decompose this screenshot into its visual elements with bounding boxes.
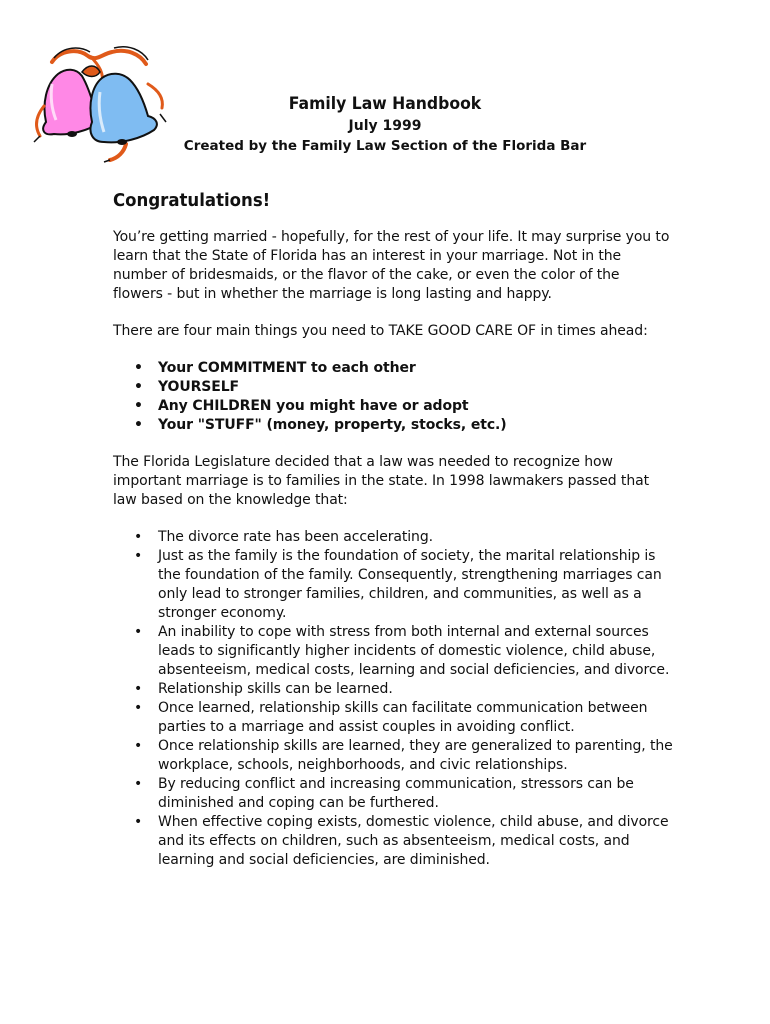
care-list-item: • Your "STUFF" (money, property, stocks, etc.) <box>158 416 673 435</box>
care-intro-paragraph: There are four main things you need to TAKE GOOD CARE OF in times ahead: <box>113 323 648 339</box>
care-list-item: • Your COMMITMENT to each other <box>158 359 673 378</box>
section-heading: Congratulations! <box>113 190 271 211</box>
care-list-item: • Any CHILDREN you might have or adopt <box>158 397 673 416</box>
document-body <box>113 188 673 888</box>
document-date: July 1999 <box>348 118 422 134</box>
document-title: Family Law Handbook <box>288 94 482 114</box>
intro-paragraph: You’re getting married - hopefully, for the rest of your life. It may surprise you to learn that the State of Florida has an interest in your marriage. Not in the number of bridesmaids, or the flavor of the cake, or even the color of the flowers - but in whether the marriage is long lasting and happy. <box>113 229 670 302</box>
findings-list <box>113 528 673 870</box>
document-credit: Created by the Family Law Section of the Florida Bar <box>183 138 587 154</box>
findings-list-item: • The divorce rate has been accelerating. <box>158 528 673 547</box>
care-list <box>113 359 673 435</box>
findings-list-item: • Relationship skills can be learned. <box>158 680 673 699</box>
findings-list-item: • When effective coping exists, domestic violence, child abuse, and divorce and its effects on children, such as absenteeism, medical costs, and learning and social deficiencies, are diminished. <box>158 813 673 870</box>
legislature-paragraph: The Florida Legislature decided that a law was needed to recognize how important marriage is to families in the state. In 1998 lawmakers passed that law based on the knowledge that: <box>113 454 649 508</box>
findings-list-item: • By reducing conflict and increasing communication, stressors can be diminished and coping can be furthered. <box>158 775 673 813</box>
care-list-item: • YOURSELF <box>158 378 673 397</box>
findings-list-item: • An inability to cope with stress from both internal and external sources leads to significantly higher incidents of domestic violence, child abuse, absenteeism, medical costs, learning and social deficiencies, and divorce. <box>158 623 673 680</box>
findings-list-item: • Just as the family is the foundation of society, the marital relationship is the foundation of the family. Consequently, strengthening marriages can only lead to stronger families, children, and communities, as well as a stronger economy. <box>158 547 673 623</box>
findings-list-item: • Once relationship skills are learned, they are generalized to parenting, the workplace, schools, neighborhoods, and civic relationships. <box>158 737 673 775</box>
document-header <box>0 92 770 156</box>
findings-list-item: • Once learned, relationship skills can facilitate communication between parties to a marriage and assist couples in avoiding conflict. <box>158 699 673 737</box>
